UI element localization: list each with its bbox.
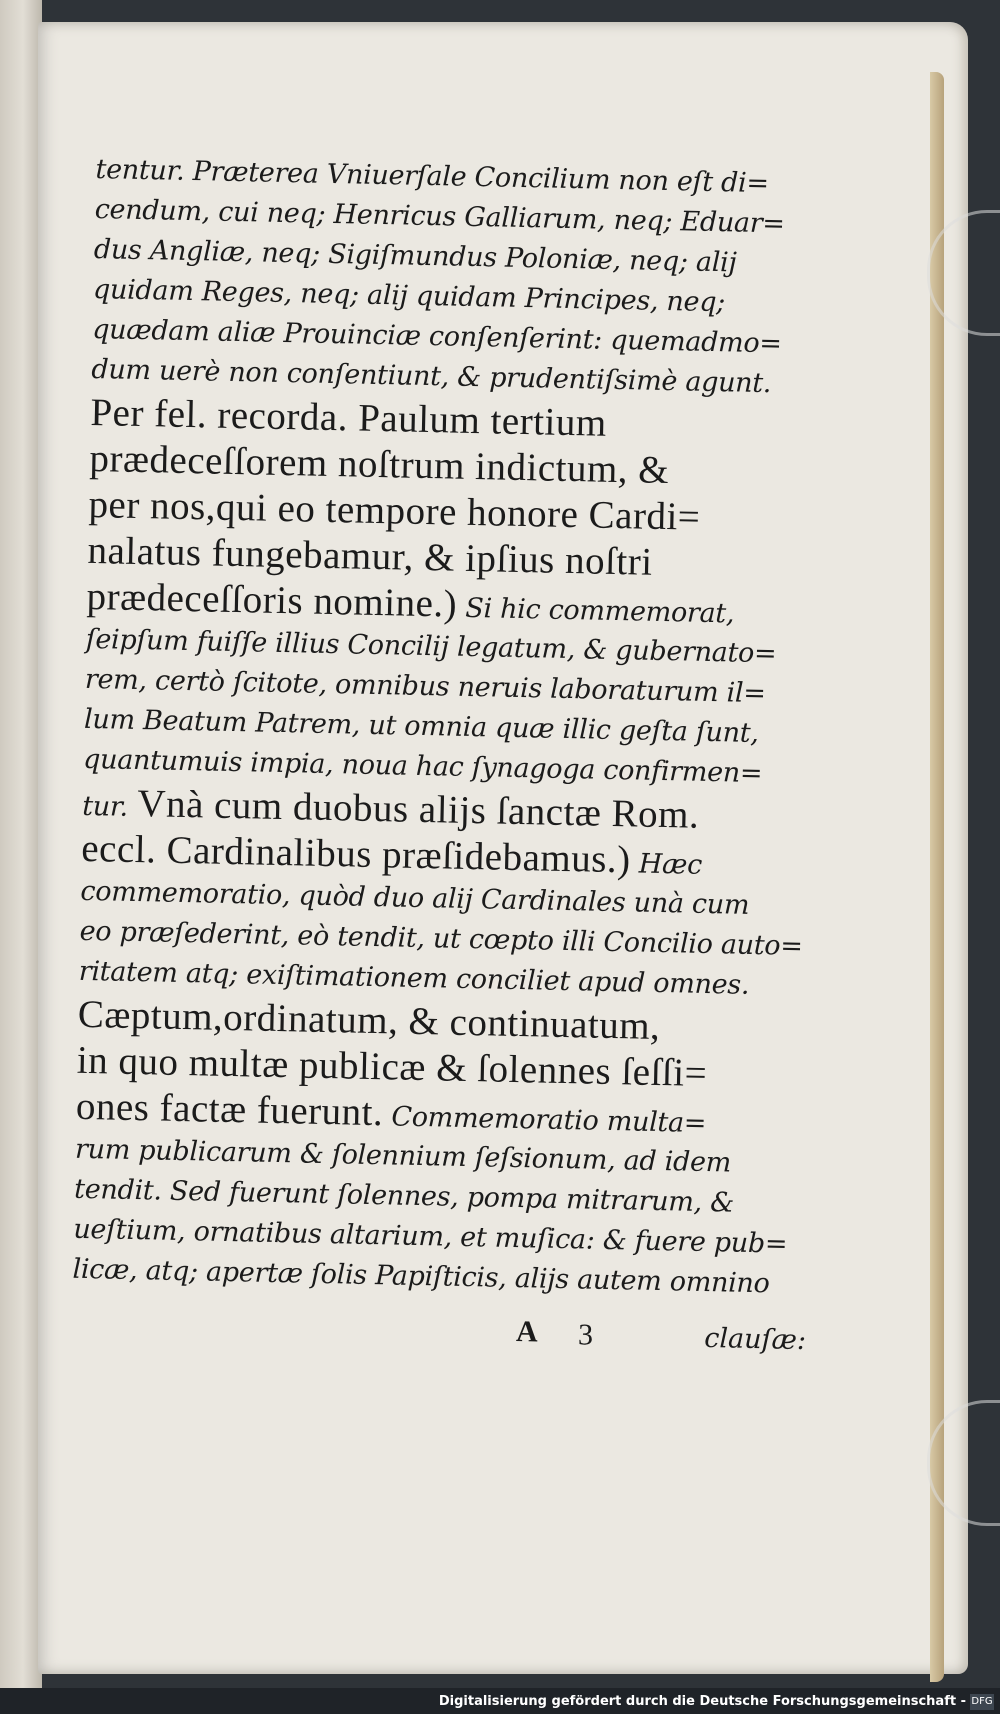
footer-bar — [0, 1688, 1000, 1714]
text-line: dus Angliæ, neq; Sigiſmundus Poloniæ, neq; alij — [93, 233, 737, 279]
roman-text-run: eccl. Cardinalibus præſidebamus.) — [80, 826, 632, 882]
dfg-logo: DFG — [970, 1694, 994, 1710]
text-line: quantumuis impia, noua hac ſynagoga confirmen= — [82, 743, 763, 790]
text-line: tentur. Præterea Vniuerſale Concilium non eſt di= — [95, 153, 770, 200]
text-line: licæ, atq; apertæ ſolis Papiſticis, alijs autem omnino — [72, 1253, 770, 1300]
text-line: Cæptum,ordinatum, & continuatum, — [77, 992, 661, 1049]
text-line: in quo multæ publicæ & ſolennes ſeſſi= — [76, 1038, 708, 1095]
text-line: prædeceſſorem noſtrum indictum, & — [89, 436, 670, 493]
text-line: rum publicarum & ſolennium ſeſsionum, ad idem — [74, 1133, 732, 1179]
text-line: rem, certò ſcitote, omnibus neruis laboraturum il= — [84, 663, 766, 710]
roman-text-run: prædeceſſoris nomine.) — [86, 574, 458, 626]
catchword: clauſæ: — [703, 1322, 807, 1357]
roman-text-run: Vnà cum duobus alijs ſanctæ Rom. — [127, 781, 700, 837]
text-line: per nos,qui eo tempore honore Cardi= — [88, 482, 701, 539]
italic-text-run: tur. — [81, 790, 129, 823]
italic-text-run: Hæc — [630, 848, 703, 881]
text-line: ſeipſum fuiſſe illius Concilij legatum, & gubernato= — [85, 623, 777, 670]
text-line: ritatem atq; exiſtimationem conciliet apud omnes. — [78, 955, 750, 1001]
text-line: eo præſederint, eò tendit, ut cœpto illi Concilio auto= — [79, 915, 803, 962]
signature-mark: A — [515, 1314, 539, 1349]
text-line: quidam Reges, neq; alij quidam Principes, neq; — [92, 273, 726, 319]
text-line: dum uerè non conſentiunt, & prudentiſsimè agunt. — [91, 353, 772, 400]
text-line: quædam aliæ Prouinciæ conſenſerint: quemadmo= — [91, 313, 783, 360]
text-line: tendit. Sed fuerunt ſolennes, pompa mitrarum, & — [73, 1173, 735, 1219]
text-line: Per fel. recorda. Paulum tertium — [90, 390, 608, 445]
text-line: nalatus fungebamur, & ipſius noſtri — [87, 528, 654, 584]
page-text-block — [72, 150, 806, 1305]
page-signature-line — [516, 1315, 807, 1361]
signature-number: 3 — [577, 1318, 594, 1352]
roman-text-run: ones factæ fuerunt. — [75, 1084, 384, 1135]
facing-page-edge — [0, 0, 42, 1714]
text-line: lum Beatum Patrem, ut omnia quæ illic geſta ſunt, — [83, 703, 759, 750]
italic-text-run: Commemoratio multa= — [382, 1101, 707, 1139]
text-line: ueſtium, ornatibus altarium, et muſica: & fuere pub= — [73, 1213, 788, 1260]
funding-notice: Digitalisierung gefördert durch die Deutsche Forschungsgemeinschaft - — [438, 1694, 966, 1709]
italic-text-run: Si hic commemorat, — [456, 592, 735, 630]
text-line: commemoratio, quòd duo alij Cardinales unà cum — [80, 875, 750, 921]
text-line: cendum, cui neq; Henricus Galliarum, neq; Eduar= — [94, 193, 786, 240]
